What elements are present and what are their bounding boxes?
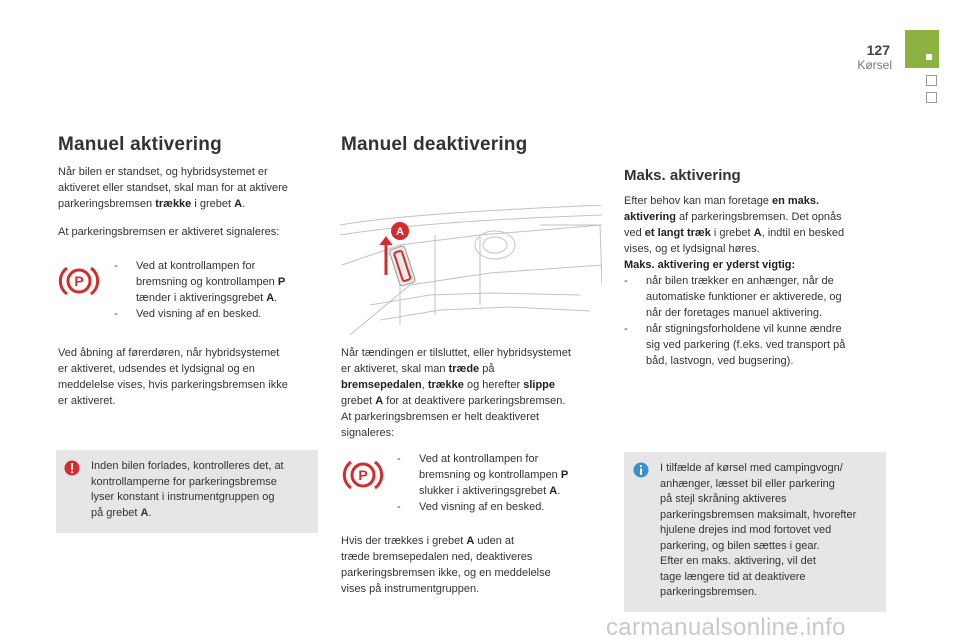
heading-manual-deactivation: Manuel deaktivering [341,134,528,155]
text-line: Inden bilen forlades, kontrolleres det, at [91,460,284,472]
text-bold: A [466,535,475,547]
info-icon [633,462,649,478]
text-line: sig ved parkering (f.eks. ved transport på [646,339,846,351]
text-line: når der foretages manuel aktivering. [646,307,823,319]
text-fragment: slukker i aktiveringsgrebet [419,485,550,497]
warning-box [56,450,318,533]
text-bold: trække [155,198,192,210]
text-bold: A [375,395,384,407]
chapter-marker-icon [926,54,932,60]
text-line: kontrollamperne for parkeringsbremse [91,475,277,488]
middle-paragraph-1 [341,345,606,441]
text-line [419,483,607,499]
text-fragment: i grebet [710,227,754,239]
section-label: Kørsel [857,58,892,72]
warning-text [91,459,313,521]
text-fragment: bremsning og kontrollampen [136,276,278,288]
svg-text:P: P [74,273,84,289]
text-fragment: ved [624,227,645,239]
text-fragment: . [557,485,561,497]
text-bold: aktivering [624,211,676,223]
text-line: træde bremsepedalen ned, deaktiveres [341,551,533,563]
text-line: parkeringsbremsen. [660,586,758,598]
list-item [624,273,886,321]
text-line: I tilfælde af kørsel med campingvogn/ [660,462,843,474]
list-item [397,451,607,499]
text-line: meddelelse vises, hvis parkeringsbremsen ikke [58,379,288,391]
text-line: tage længere tid at deaktivere [660,570,806,583]
list-dash: - [624,323,628,335]
text-fragment: er aktiveret, skal man [341,363,449,375]
left-signals-intro: At parkeringsbremsen er aktiveret signaleres: [58,226,280,238]
text-fragment: grebet [341,395,376,407]
info-box [624,452,886,612]
text-line: At parkeringsbremsen er helt deaktiveret [341,411,540,423]
text-line: båd, lastvogn, ved bugsering). [646,355,794,367]
text-bold: træde [448,363,480,375]
text-line: Ved at kontrollampen for [419,453,539,465]
heading-max-activation: Maks. aktivering [624,167,741,184]
list-dash: - [114,260,118,272]
text-fragment: uden at [474,535,515,547]
text-bold: P [277,276,286,288]
text-line [341,377,606,393]
text-bold: trække [427,379,464,391]
text-line: er aktiveret. [58,395,116,407]
left-intro [58,164,328,212]
parking-brake-icon [342,458,384,492]
callout-label: A [396,226,404,238]
text-line: lyser konstant i instrumentgruppen og [91,491,275,503]
text-fragment: på grebet [91,506,141,519]
text-bold: en maks. [771,195,820,207]
text-line [624,209,886,225]
text-fragment: på [479,363,495,375]
chapter-square-icon [926,75,937,86]
text-line: parkeringsbremsen maksimalt, hvorefter [660,508,857,521]
list-item [624,321,886,369]
chapter-square-icon [926,92,937,103]
text-line: Når bilen er standset, og hybridsystemet er [58,166,268,178]
text-fragment: , [421,379,428,391]
text-line: på stejl skråning aktiveres [660,493,787,505]
chapter-tab [905,30,939,68]
left-signal-list [114,258,324,322]
text-line: aktiveret eller standset, skal man for at aktivere [58,182,288,194]
list-item [397,499,607,515]
svg-text:P: P [358,467,368,483]
middle-signal-list [397,451,607,515]
text-line [341,393,606,409]
text-bold: A [753,227,762,239]
list-dash: - [114,308,118,320]
text-fragment: . [274,292,278,304]
middle-paragraph-2 [341,533,606,597]
text-fragment: , indtil en besked [761,227,845,239]
text-line [136,274,324,290]
text-line [136,290,324,306]
text-bold: et langt træk [644,227,711,239]
text-fragment: bremsning og kontrollampen [419,469,561,481]
text-line: signaleres: [341,427,395,439]
text-fragment: af parkeringsbremsen. Det opnås [675,211,842,223]
text-fragment: . [242,198,246,210]
text-line: når bilen trækker en anhænger, når de [646,275,834,287]
text-bold: A [549,485,558,497]
text-fragment: for at deaktivere parkeringsbremsen. [383,395,566,407]
text-fragment: i grebet [191,198,235,210]
list-dash: - [397,501,401,513]
text-line: hjulene drejes ind mod fortovet ved [660,524,832,536]
text-line: Ved visning af en besked. [419,501,545,513]
text-bold: P [560,469,569,481]
text-line [91,506,313,522]
brake-lever-illustration [340,205,602,345]
text-fragment: parkeringsbremsen [58,198,156,210]
text-line [58,196,328,212]
text-line [341,533,606,549]
left-door-paragraph [58,345,328,409]
text-line [624,257,886,273]
text-fragment: . [148,506,152,519]
text-bold: A [234,198,243,210]
footer-watermark: carmanualsonline.info [606,614,846,640]
list-item [114,306,324,322]
text-fragment: Efter behov kan man foretage [624,195,772,207]
right-paragraph [624,193,886,369]
text-bold: A [266,292,275,304]
text-line: Ved visning af en besked. [136,308,262,320]
text-line: Ved at kontrollampen for [136,260,256,272]
text-line [624,193,886,209]
text-bold: slippe [523,379,556,391]
list-dash: - [397,453,401,465]
parking-brake-icon [58,264,100,298]
text-line: Efter en maks. aktivering, vil det [660,555,816,567]
warning-icon [64,460,80,476]
text-bold: A [140,506,149,519]
heading-manual-activation: Manuel aktivering [58,134,222,155]
text-fragment: og herefter [463,379,524,391]
text-line: er aktiveret, udsendes et lydsignal og en [58,363,255,375]
text-line [624,225,886,241]
text-fragment: tænder i aktiveringsgrebet [136,292,267,304]
text-line: vises, og et lydsignal høres. [624,243,760,255]
list-item [114,258,324,306]
page-number: 127 [866,42,890,58]
text-bold: Maks. aktivering er yderst vigtig: [624,259,796,271]
text-bold: bremsepedalen [341,379,422,391]
text-line: parkering, og bilen sættes i gear. [660,539,820,552]
text-line: parkeringsbremsen ikke, og en meddelelse [341,567,551,579]
text-line: anhænger, læsset bil eller parkering [660,477,835,490]
text-line: når stigningsforholdene vil kunne ændre [646,323,842,335]
text-fragment: Hvis der trækkes i grebet [341,535,467,547]
text-line: vises på instrumentgruppen. [341,583,480,595]
text-line [341,361,606,377]
info-text [660,461,882,601]
text-line: Ved åbning af førerdøren, når hybridsystemet [58,347,280,359]
text-line: Når tændingen er tilsluttet, eller hybridsystemet [341,347,571,359]
text-line [419,467,607,483]
list-dash: - [624,275,628,287]
text-line: automatiske funktioner er aktiverede, og [646,291,842,303]
